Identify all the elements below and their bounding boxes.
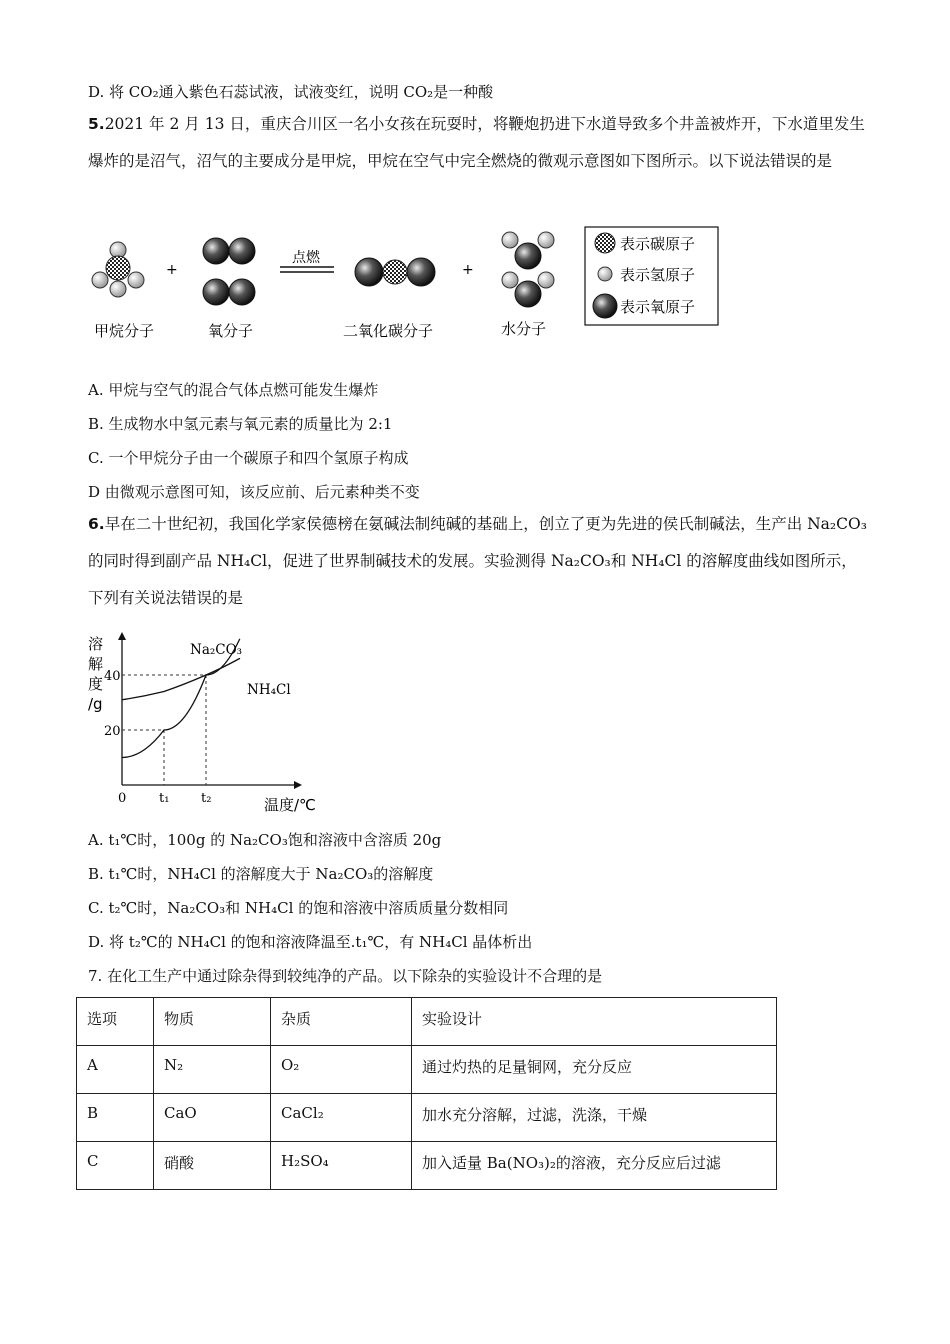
q6-stem — [88, 506, 868, 617]
cell-substance: N₂ — [154, 1046, 271, 1094]
x-axis-label: 温度/℃ — [264, 796, 316, 814]
table-row — [77, 1142, 777, 1190]
plus-1: + — [166, 262, 178, 278]
q5-option-d: D 由微观示意图可知，该反应前、后元素种类不变 — [88, 483, 420, 501]
data-point — [163, 729, 164, 730]
x-tick-label: t₂ — [201, 791, 212, 806]
q5-option-a: A. 甲烷与空气的混合气体点燃可能发生爆炸 — [88, 381, 379, 399]
legend-oxygen-icon — [593, 294, 617, 318]
q6-option-d: D. 将 t₂℃的 NH₄Cl 的饱和溶液降温至.t₁℃，有 NH₄Cl 晶体析出 — [88, 933, 533, 951]
y-axis-arrow-icon — [118, 632, 126, 640]
x-tick-label: t₁ — [159, 791, 170, 806]
q5-option-b: B. 生成物水中氢元素与氧元素的质量比为 2:1 — [88, 415, 393, 433]
q6-option-b: B. t₁℃时，NH₄Cl 的溶解度大于 Na₂CO₃的溶解度 — [88, 865, 434, 883]
header-substance: 物质 — [154, 998, 271, 1046]
cell-option: B — [77, 1094, 154, 1142]
data-point — [239, 639, 240, 640]
co2-molecule — [355, 258, 435, 286]
solubility-chart — [82, 628, 332, 818]
q6-number: 6. — [88, 515, 105, 533]
table-header-row — [77, 998, 777, 1046]
cell-option: A — [77, 1046, 154, 1094]
legend-hydrogen-label: 表示氢原子 — [620, 266, 696, 284]
y-tick-label: 40 — [104, 669, 121, 684]
methane-combustion-diagram — [80, 222, 730, 352]
header-impurity: 杂质 — [271, 998, 412, 1046]
methane-label: 甲烷分子 — [94, 322, 155, 340]
methane-molecule — [92, 242, 144, 297]
cell-option: C — [77, 1142, 154, 1190]
series-label-nh4cl: NH₄Cl — [247, 682, 291, 698]
legend-oxygen-label: 表示氧原子 — [620, 298, 696, 316]
y-axis-label-char: 度 — [88, 675, 104, 693]
data-point — [205, 674, 206, 675]
q4-option-d: D. 将 CO₂通入紫色石蕊试液，试液变红，说明 CO₂是一种酸 — [88, 83, 494, 101]
q5-option-c: C. 一个甲烷分子由一个碳原子和四个氢原子构成 — [88, 449, 409, 467]
cell-substance: CaO — [154, 1094, 271, 1142]
y-axis-label-char: 解 — [88, 655, 104, 673]
cell-substance: 硝酸 — [154, 1142, 271, 1190]
q6-text: 早在二十世纪初，我国化学家侯德榜在氨碱法制纯碱的基础上，创立了更为先进的侯氏制碱法，生产出 Na₂CO₃的同时得到副产品 NH₄Cl，促进了世界制碱技术的发展。实验测得 Na₂CO₃和 NH₄Cl 的溶解度曲线如图所示，下列有关说法错误的是 — [88, 515, 867, 607]
q5-number: 5. — [88, 115, 105, 133]
data-point — [121, 699, 122, 700]
cell-impurity: H₂SO₄ — [271, 1142, 412, 1190]
cell-impurity: O₂ — [271, 1046, 412, 1094]
data-point — [239, 658, 240, 659]
y-axis-label-char: /g — [88, 695, 103, 713]
data-point — [163, 691, 164, 692]
q5-text: 2021 年 2 月 13 日，重庆合川区一名小女孩在玩耍时，将鞭炮扔进下水道导致多个井盖被炸开，下水道里发生爆炸的是沼气，沼气的主要成分是甲烷，甲烷在空气中完全燃烧的微观示意图如下图所示。以下说法错误的是 — [88, 115, 865, 170]
q5-stem — [88, 106, 868, 180]
legend-hydrogen-icon — [598, 267, 612, 281]
cell-impurity: CaCl₂ — [271, 1094, 412, 1142]
legend-carbon-label: 表示碳原子 — [620, 235, 696, 253]
q6-option-c: C. t₂℃时，Na₂CO₃和 NH₄Cl 的饱和溶液中溶质质量分数相同 — [88, 899, 509, 917]
header-option: 选项 — [77, 998, 154, 1046]
condition-label: 点燃 — [292, 250, 320, 266]
y-tick-label: 20 — [104, 724, 121, 739]
plus-2: + — [462, 262, 474, 278]
data-point — [121, 757, 122, 758]
origin-label: 0 — [118, 791, 127, 806]
y-axis-label-char: 溶 — [88, 635, 104, 653]
cell-design: 加水充分溶解，过滤，洗涤，干燥 — [412, 1094, 777, 1142]
oxygen-label: 氧分子 — [208, 322, 254, 340]
q7-table — [76, 997, 777, 1190]
q6-option-a: A. t₁℃时，100g 的 Na₂CO₃饱和溶液中含溶质 20g — [88, 831, 442, 849]
legend-box — [585, 227, 718, 325]
q7-stem: 7. 在化工生产中通过除杂得到较纯净的产品。以下除杂的实验设计不合理的是 — [88, 967, 603, 985]
x-axis-arrow-icon — [294, 781, 302, 789]
legend-carbon-icon — [595, 233, 615, 253]
series-label-na2co3: Na₂CO₃ — [190, 642, 243, 658]
cell-design: 加入适量 Ba(NO₃)₂的溶液，充分反应后过滤 — [412, 1142, 777, 1190]
table-row — [77, 1094, 777, 1142]
water-label: 水分子 — [501, 320, 547, 338]
co2-label: 二氧化碳分子 — [343, 322, 434, 340]
oxygen-molecules — [203, 238, 255, 305]
water-molecules — [502, 232, 554, 307]
series-nh4cl-line — [122, 659, 240, 700]
cell-design: 通过灼热的足量铜网，充分反应 — [412, 1046, 777, 1094]
table-row — [77, 1046, 777, 1094]
header-design: 实验设计 — [412, 998, 777, 1046]
